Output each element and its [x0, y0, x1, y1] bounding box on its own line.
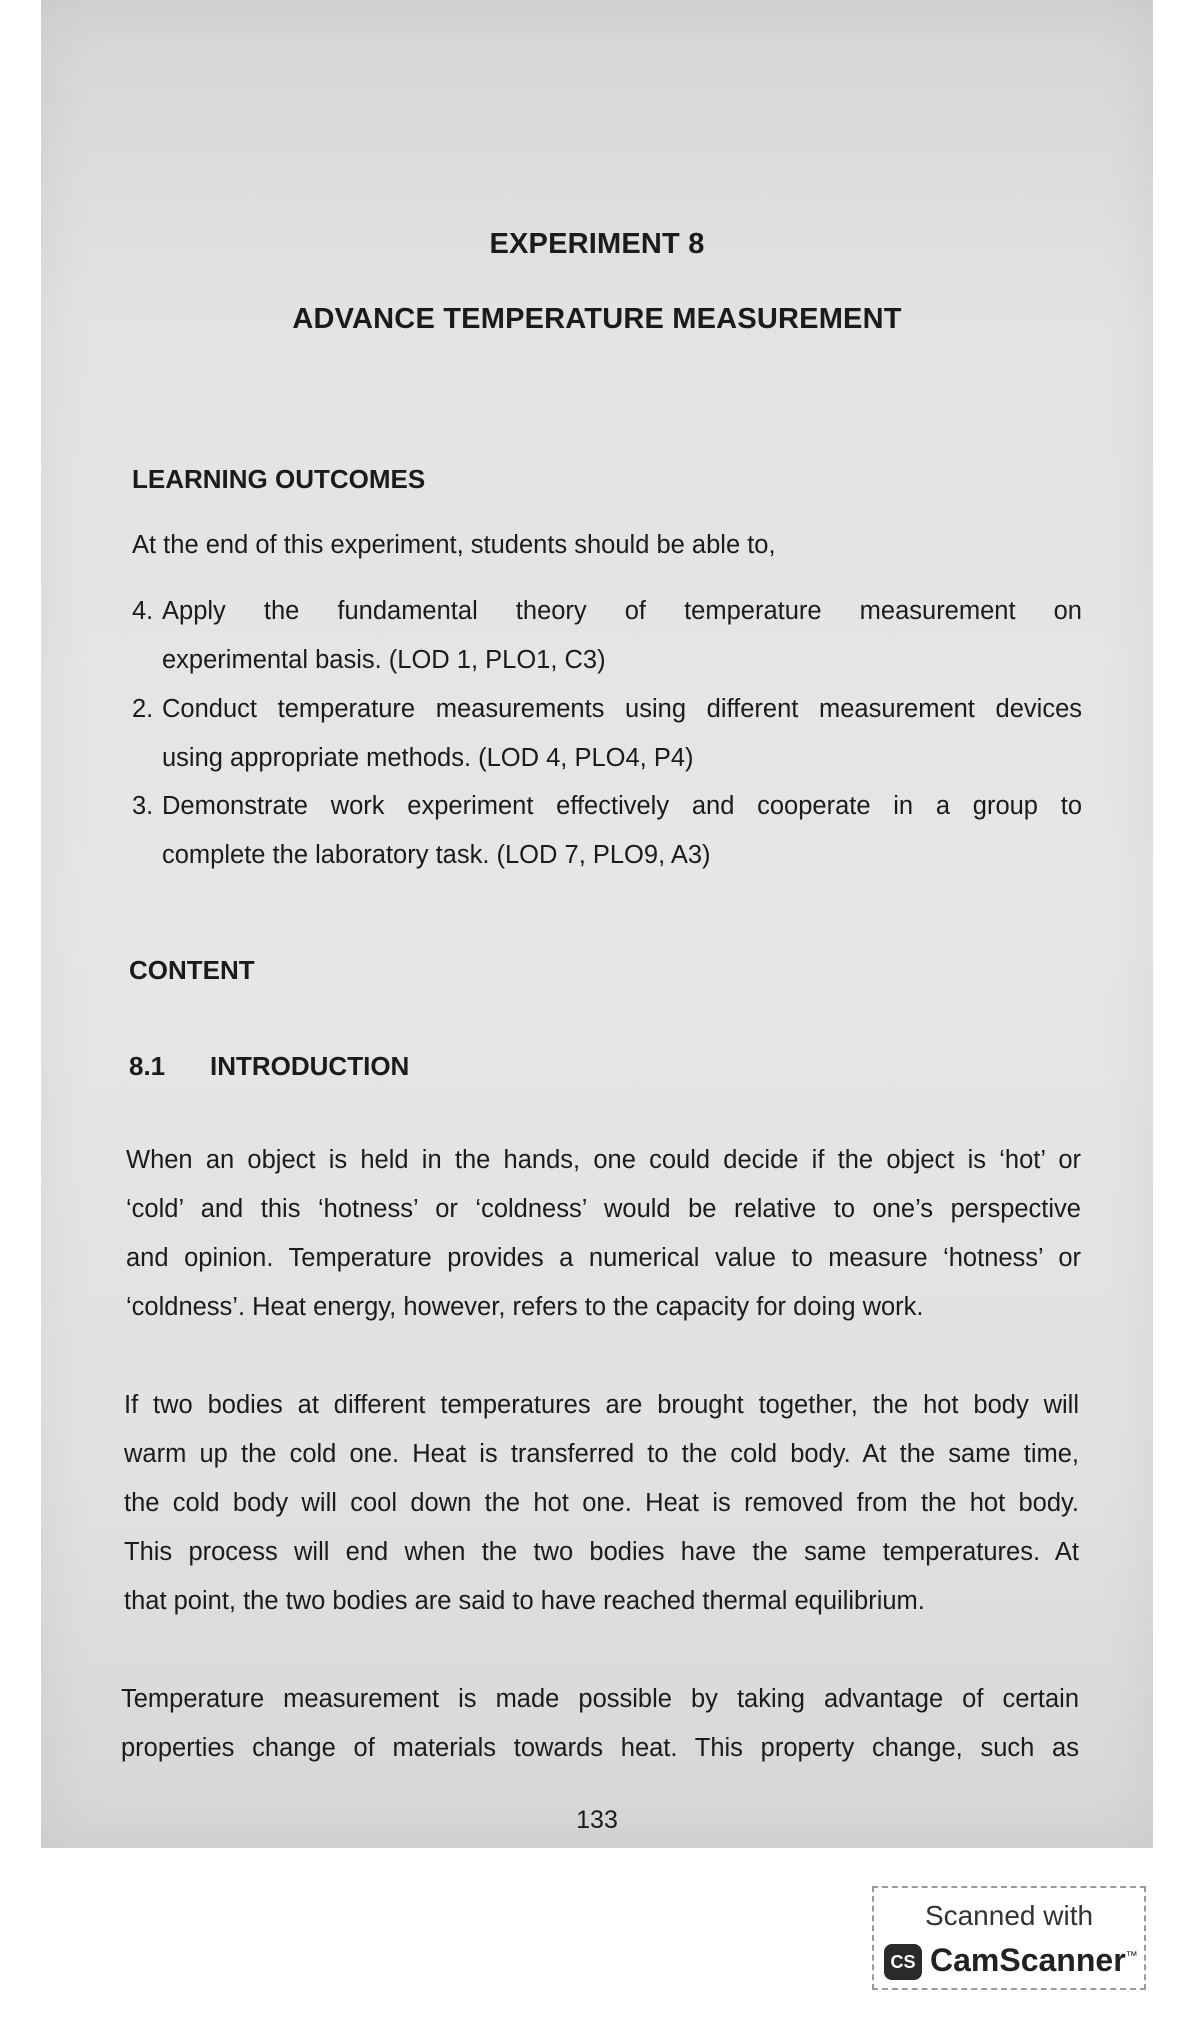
list-item-line: Apply the fundamental theory of temperature measurement on — [162, 597, 1082, 625]
camscanner-watermark — [872, 1886, 1146, 1990]
learning-outcomes-heading: LEARNING OUTCOMES — [132, 464, 426, 494]
page-number: 133 — [576, 1806, 618, 1834]
watermark-caption: Scanned with — [924, 1900, 1094, 1931]
paragraph-line: This process will end when the two bodies have the same temperatures. At — [124, 1538, 1079, 1566]
list-item-line: experimental basis. (LOD 1, PLO1, C3) — [162, 646, 606, 674]
list-item-line: using appropriate methods. (LOD 4, PLO4, P4) — [162, 744, 694, 772]
list-item-line: Conduct temperature measurements using different measurement devices — [162, 695, 1082, 723]
list-item-line: complete the laboratory task. (LOD 7, PLO9, A3) — [162, 841, 711, 869]
list-item-number: 3. — [132, 792, 154, 820]
paragraph-line: When an object is held in the hands, one could decide if the object is ‘hot’ or — [126, 1146, 1081, 1174]
paragraph-line: ‘coldness’. Heat energy, however, refers to the capacity for doing work. — [126, 1293, 924, 1321]
scanned-page — [41, 0, 1153, 1848]
section-title: INTRODUCTION — [210, 1051, 410, 1081]
paragraph-line: Temperature measurement is made possible by taking advantage of certain — [121, 1685, 1079, 1713]
paragraph-line: If two bodies at different temperatures are brought together, the hot body will — [124, 1391, 1079, 1419]
paragraph-line: ‘cold’ and this ‘hotness’ or ‘coldness’ would be relative to one’s perspective — [126, 1195, 1081, 1223]
list-item-line: Demonstrate work experiment effectively and cooperate in a group to — [162, 792, 1082, 820]
experiment-title: EXPERIMENT 8 — [489, 228, 705, 260]
paragraph-line: that point, the two bodies are said to have reached thermal equilibrium. — [124, 1587, 925, 1615]
list-item-number: 2. — [132, 695, 154, 723]
brand-name: CamScanner — [930, 1942, 1126, 1978]
list-item-number: 4. — [132, 597, 154, 625]
camscanner-logo-icon: CS — [884, 1944, 922, 1980]
learning-outcomes-intro: At the end of this experiment, students should be able to, — [132, 531, 776, 559]
experiment-subtitle: ADVANCE TEMPERATURE MEASUREMENT — [292, 303, 902, 335]
content-heading: CONTENT — [129, 955, 255, 985]
trademark-mark: ™ — [1125, 1948, 1138, 1963]
paragraph-line: the cold body will cool down the hot one. Heat is removed from the hot body. — [124, 1489, 1079, 1517]
paragraph-line: properties change of materials towards heat. This property change, such as — [121, 1734, 1079, 1762]
watermark-brand — [930, 1942, 1138, 1979]
paragraph-line: warm up the cold one. Heat is transferred to the cold body. At the same time, — [124, 1440, 1079, 1468]
section-number: 8.1 — [129, 1051, 166, 1081]
paragraph-line: and opinion. Temperature provides a numerical value to measure ‘hotness’ or — [126, 1244, 1081, 1272]
